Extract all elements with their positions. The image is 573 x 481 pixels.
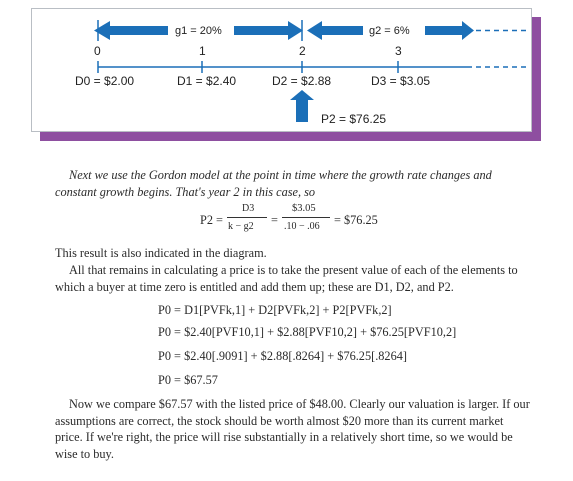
pv-step-2: P0 = $2.40[PVF10,1] + $2.88[PVF10,2] + $76.25[PVF10,2] — [158, 325, 457, 339]
gordon-num-numeric: $3.05 — [292, 203, 316, 214]
gordon-bar-numeric — [282, 217, 330, 218]
g2-label: g2 = 6% — [369, 25, 410, 37]
gordon-den-numeric: .10 − .06 — [284, 221, 320, 232]
dividend-d3: D3 = $3.05 — [371, 74, 431, 88]
p2-arrow — [290, 90, 314, 122]
timeline-graphic — [32, 9, 532, 132]
gordon-num-symbolic: D3 — [242, 203, 255, 214]
dividend-d0: D0 = $2.00 — [75, 74, 135, 88]
period-3: 3 — [395, 44, 402, 58]
pv-step-4: P0 = $67.57 — [158, 373, 218, 387]
pv-step-1: P0 = D1[PVFk,1] + D2[PVFk,2] + P2[PVFk,2] — [158, 303, 392, 317]
gordon-lhs: P2 = — [200, 213, 223, 227]
g1-label: g1 = 20% — [175, 25, 222, 37]
pv-step-3: P0 = $2.40[.9091] + $2.88[.8264] + $76.25[.8264] — [158, 349, 407, 363]
dividend-d2: D2 = $2.88 — [272, 74, 332, 88]
gordon-den-symbolic: k − g2 — [228, 221, 254, 232]
period-2: 2 — [299, 44, 306, 58]
conclusion-paragraph: Now we compare $67.57 with the listed price of $48.00. Clearly our valuation is larger. If our assumptions are correct, the stock should be worth almost $20 more than its current market price. If we're right, the price will rise substantially in a relatively short time, so we would be wise to buy. — [55, 397, 530, 461]
timeline-axis — [98, 61, 530, 73]
timeline-figure — [31, 8, 532, 132]
dividend-d1: D1 = $2.40 — [177, 74, 237, 88]
result-note: This result is also indicated in the diagram. — [55, 246, 267, 260]
gordon-equals: = — [271, 213, 278, 227]
gordon-result: = $76.25 — [334, 213, 378, 227]
period-0: 0 — [94, 44, 101, 58]
pv-intro-paragraph: All that remains in calculating a price is to take the present value of each of the elements to which a buyer at time zero is entitled and add them up; these are D1, D2, and P2. — [55, 263, 518, 294]
g2-period-arrow — [307, 21, 530, 40]
period-1: 1 — [199, 44, 206, 58]
intro-paragraph: Next we use the Gordon model at the point in time where the growth rate changes and constant growth begins. That's year 2 in this case, so — [55, 168, 492, 199]
p2-value-label: P2 = $76.25 — [321, 112, 387, 126]
gordon-bar-symbolic — [227, 217, 267, 218]
